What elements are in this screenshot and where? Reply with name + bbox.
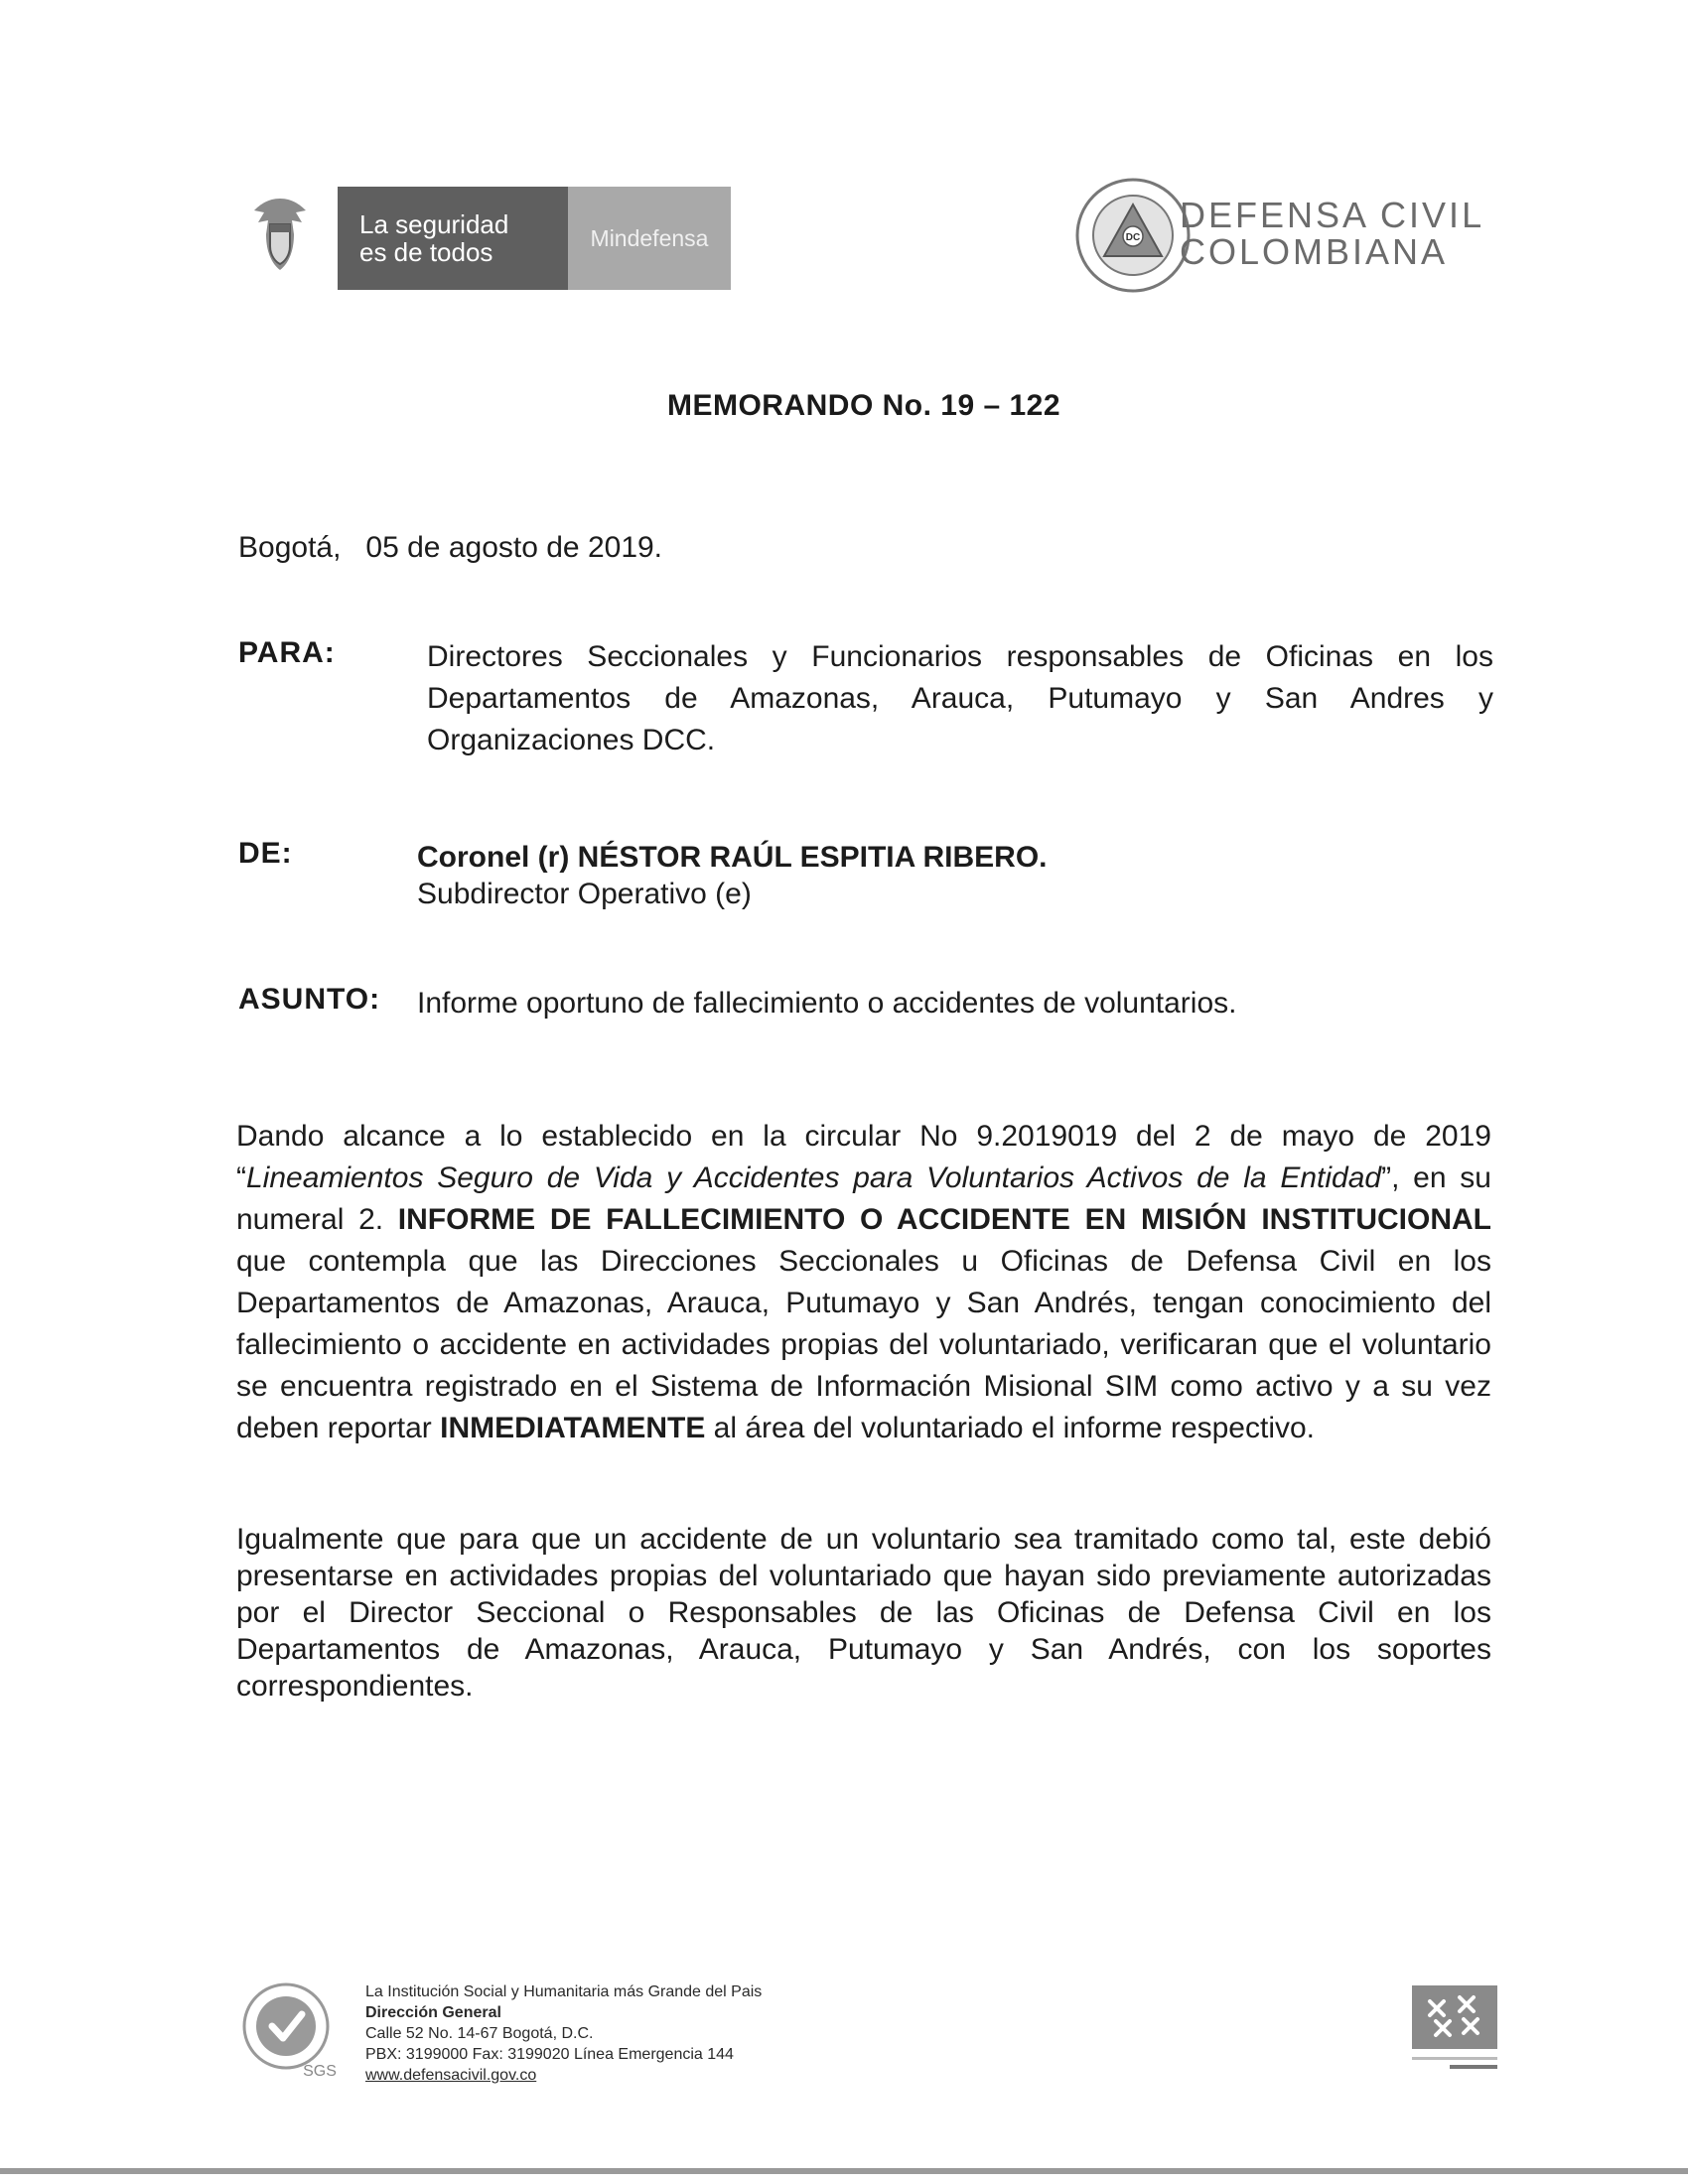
body-paragraph-1 — [236, 1116, 1491, 1449]
memo-title: MEMORANDO No. 19 – 122 — [666, 389, 1061, 422]
footer-tagline: La Institución Social y Humanitaria más Grande del Pais — [365, 1983, 763, 2000]
p1-part-c: que contempla que las Direcciones Seccionales u Oficinas de Defensa Civil en los Departamentos de Amazonas, Arauca, Putumayo y San Andrés, tengan conocimiento del fallecimiento o accidente en actividades propias del voluntariado, verificaran que el voluntario se encuentra registrado en el Sistema de Información Misional SIM como activo y a su vez deben reportar — [236, 1245, 1491, 1444]
seal-inner-text: DC — [1125, 232, 1141, 243]
p1-section-title: INFORME DE FALLECIMIENTO O ACCIDENTE EN MISIÓN INSTITUCIONAL — [397, 1203, 1491, 1236]
government-slogan-banner — [338, 187, 731, 290]
memo-date: Bogotá, 05 de agosto de 2019. — [238, 531, 663, 564]
footer-office: Dirección General — [365, 2004, 501, 2021]
gov-slogan — [338, 187, 568, 290]
p1-circular-title: Lineamientos Seguro de Vida y Accidentes para Voluntarios Activos de la Entidad — [246, 1161, 1382, 1194]
para-recipients: Directores Seccionales y Funcionarios responsables de Oficinas en los Departamentos de Amazonas, Arauca, Putumayo y San Andres y Organizaciones DCC. — [427, 640, 1493, 756]
sgs-certification-seal-icon — [240, 1980, 340, 2080]
para-label: PARA: — [238, 636, 336, 669]
p1-part-a: Dando alcance a lo establecido en la circular No 9.2019019 del 2 de mayo de 2019 “ — [236, 1120, 1491, 1194]
sender-role: Subdirector Operativo (e) — [417, 878, 752, 910]
dcc-name-line1: DEFENSA CIVIL — [1180, 195, 1485, 235]
footer-contact-block — [365, 1981, 762, 2086]
defensa-civil-wordmark — [1180, 197, 1484, 270]
asunto-label: ASUNTO: — [238, 983, 381, 1016]
de-label: DE: — [238, 837, 293, 870]
p1-part-d: al área del voluntariado el informe respectivo. — [705, 1412, 1316, 1444]
body-paragraph-2: Igualmente que para que un accidente de un voluntario sea tramitado como tal, este debió presentarse en actividades propias del voluntariado que hayan sido previamente autorizadas por el Director Seccional o Responsables de las Oficinas de Defensa Civil en los Departamentos de Amazonas, Arauca, Putumayo y San Andrés, con los soportes correspondientes. — [236, 1523, 1491, 1703]
sgs-label: SGS — [303, 2063, 337, 2080]
defensa-civil-seal-icon — [1074, 177, 1192, 294]
subject-text: Informe oportuno de fallecimiento o accidentes de voluntarios. — [417, 987, 1237, 1020]
gov-slogan-line2: es de todos — [359, 237, 493, 267]
colombia-coat-of-arms-icon — [246, 195, 314, 274]
p1-part-b: ”, en su numeral 2. — [236, 1161, 1491, 1236]
ministry-label: Mindefensa — [568, 187, 731, 290]
p1-emphasis: INMEDIATAMENTE — [440, 1412, 706, 1444]
footer-phones: PBX: 3199000 Fax: 3199020 Línea Emergencia 144 — [365, 2046, 734, 2063]
ministry-logo-icon — [1410, 1983, 1499, 2073]
dcc-name-line2: COLOMBIANA — [1180, 231, 1449, 272]
sender-name: Coronel (r) NÉSTOR RAÚL ESPITIA RIBERO. — [417, 841, 1048, 874]
gov-slogan-line1: La seguridad — [359, 209, 509, 239]
footer-address: Calle 52 No. 14-67 Bogotá, D.C. — [365, 2025, 594, 2042]
page-bottom-rule — [0, 2168, 1688, 2174]
footer-website-link[interactable]: www.defensacivil.gov.co — [365, 2067, 537, 2084]
